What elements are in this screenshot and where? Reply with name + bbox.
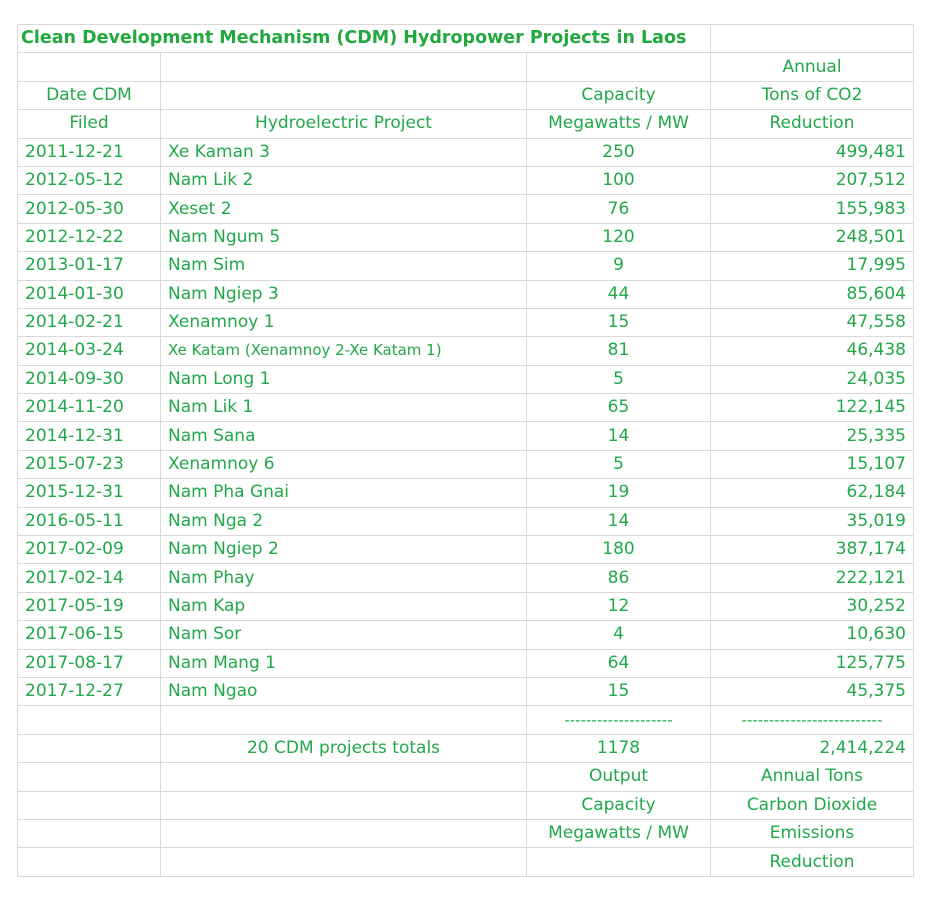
co2-total: 2,414,224 [711, 734, 914, 762]
table-row [18, 223, 914, 251]
co2-cell: 45,375 [711, 677, 914, 705]
separator-row [18, 706, 914, 734]
date-cell: 2014-01-30 [18, 280, 161, 308]
spreadsheet-body [18, 25, 914, 877]
date-cell: 2017-08-17 [18, 649, 161, 677]
capacity-header-line2: Megawatts / MW [527, 110, 711, 138]
date-cell: 2014-11-20 [18, 394, 161, 422]
capacity-cell: 76 [527, 195, 711, 223]
empty-cell [18, 763, 161, 791]
empty-cell [18, 53, 161, 81]
project-cell: Nam Ngao [161, 677, 527, 705]
capacity-cell: 180 [527, 536, 711, 564]
co2-cell: 85,604 [711, 280, 914, 308]
header-row-2 [18, 81, 914, 109]
table-row [18, 195, 914, 223]
co2-cell: 17,995 [711, 252, 914, 280]
table-row [18, 166, 914, 194]
date-header-line1: Date CDM [18, 81, 161, 109]
totals-row [18, 734, 914, 762]
date-cell: 2012-12-22 [18, 223, 161, 251]
table-row [18, 280, 914, 308]
co2-cell: 499,481 [711, 138, 914, 166]
co2-footer-label: Reduction [711, 848, 914, 876]
project-cell: Nam Sana [161, 422, 527, 450]
capacity-cell: 19 [527, 479, 711, 507]
table-row [18, 308, 914, 336]
co2-cell: 62,184 [711, 479, 914, 507]
empty-cell [161, 819, 527, 847]
date-cell: 2014-09-30 [18, 365, 161, 393]
header-row-1 [18, 53, 914, 81]
empty-cell [161, 848, 527, 876]
co2-cell: 15,107 [711, 450, 914, 478]
capacity-footer-label: Capacity [527, 791, 711, 819]
title-row [18, 25, 914, 53]
co2-cell: 387,174 [711, 536, 914, 564]
table-row [18, 536, 914, 564]
table-row [18, 507, 914, 535]
table-row [18, 677, 914, 705]
totals-label: 20 CDM projects totals [161, 734, 527, 762]
capacity-total: 1178 [527, 734, 711, 762]
co2-footer-label: Emissions [711, 819, 914, 847]
date-cell: 2017-02-14 [18, 564, 161, 592]
co2-cell: 155,983 [711, 195, 914, 223]
project-cell: Xenamnoy 6 [161, 450, 527, 478]
header-row-3 [18, 110, 914, 138]
project-cell: Xe Kaman 3 [161, 138, 527, 166]
capacity-cell: 15 [527, 677, 711, 705]
project-cell: Nam Phay [161, 564, 527, 592]
empty-cell [161, 81, 527, 109]
date-cell: 2014-02-21 [18, 308, 161, 336]
capacity-footer-label: Output [527, 763, 711, 791]
capacity-cell: 5 [527, 365, 711, 393]
table-row [18, 592, 914, 620]
capacity-cell: 100 [527, 166, 711, 194]
table-row [18, 337, 914, 365]
date-cell: 2016-05-11 [18, 507, 161, 535]
capacity-cell: 120 [527, 223, 711, 251]
date-cell: 2014-03-24 [18, 337, 161, 365]
capacity-cell: 15 [527, 308, 711, 336]
capacity-cell: 250 [527, 138, 711, 166]
co2-footer-label: Annual Tons [711, 763, 914, 791]
capacity-cell: 5 [527, 450, 711, 478]
capacity-header-line1: Capacity [527, 81, 711, 109]
co2-separator: -------------------------- [711, 706, 914, 734]
spreadsheet-table [17, 24, 914, 877]
capacity-footer-label: Megawatts / MW [527, 819, 711, 847]
empty-cell [18, 734, 161, 762]
project-cell: Nam Ngiep 3 [161, 280, 527, 308]
empty-cell [18, 819, 161, 847]
empty-cell [18, 706, 161, 734]
co2-cell: 24,035 [711, 365, 914, 393]
co2-cell: 248,501 [711, 223, 914, 251]
project-cell: Xeset 2 [161, 195, 527, 223]
capacity-cell: 64 [527, 649, 711, 677]
table-row [18, 564, 914, 592]
co2-cell: 125,775 [711, 649, 914, 677]
footer-row [18, 763, 914, 791]
project-cell: Xe Katam (Xenamnoy 2-Xe Katam 1) [161, 337, 527, 365]
capacity-cell: 14 [527, 422, 711, 450]
co2-header-line3: Reduction [711, 110, 914, 138]
table-row [18, 365, 914, 393]
co2-cell: 222,121 [711, 564, 914, 592]
date-cell: 2017-02-09 [18, 536, 161, 564]
co2-header-line2: Tons of CO2 [711, 81, 914, 109]
project-cell: Nam Long 1 [161, 365, 527, 393]
date-header-line2: Filed [18, 110, 161, 138]
footer-row [18, 819, 914, 847]
date-cell: 2012-05-12 [18, 166, 161, 194]
capacity-cell: 65 [527, 394, 711, 422]
project-cell: Nam Lik 2 [161, 166, 527, 194]
capacity-cell: 12 [527, 592, 711, 620]
project-cell: Nam Mang 1 [161, 649, 527, 677]
table-row [18, 394, 914, 422]
empty-cell [161, 706, 527, 734]
table-row [18, 138, 914, 166]
capacity-cell: 81 [527, 337, 711, 365]
project-cell: Nam Kap [161, 592, 527, 620]
date-cell: 2017-06-15 [18, 621, 161, 649]
project-cell: Nam Nga 2 [161, 507, 527, 535]
project-cell: Nam Lik 1 [161, 394, 527, 422]
project-header: Hydroelectric Project [161, 110, 527, 138]
date-cell: 2014-12-31 [18, 422, 161, 450]
footer-row [18, 848, 914, 876]
co2-cell: 207,512 [711, 166, 914, 194]
footer-row [18, 791, 914, 819]
table-row [18, 479, 914, 507]
project-cell: Nam Sim [161, 252, 527, 280]
table-row [18, 621, 914, 649]
co2-footer-label: Carbon Dioxide [711, 791, 914, 819]
co2-cell: 25,335 [711, 422, 914, 450]
co2-header-line1: Annual [711, 53, 914, 81]
capacity-cell: 86 [527, 564, 711, 592]
date-cell: 2015-12-31 [18, 479, 161, 507]
project-cell: Nam Ngiep 2 [161, 536, 527, 564]
project-cell: Nam Pha Gnai [161, 479, 527, 507]
co2-cell: 122,145 [711, 394, 914, 422]
table-row [18, 422, 914, 450]
date-cell: 2011-12-21 [18, 138, 161, 166]
empty-cell [18, 791, 161, 819]
capacity-cell: 14 [527, 507, 711, 535]
co2-cell: 10,630 [711, 621, 914, 649]
co2-cell: 46,438 [711, 337, 914, 365]
capacity-cell: 9 [527, 252, 711, 280]
capacity-separator: -------------------- [527, 706, 711, 734]
capacity-cell: 44 [527, 280, 711, 308]
date-cell: 2017-05-19 [18, 592, 161, 620]
co2-cell: 35,019 [711, 507, 914, 535]
empty-cell [711, 25, 914, 53]
empty-cell [527, 53, 711, 81]
co2-cell: 47,558 [711, 308, 914, 336]
table-row [18, 450, 914, 478]
project-cell: Xenamnoy 1 [161, 308, 527, 336]
date-cell: 2012-05-30 [18, 195, 161, 223]
empty-cell [161, 53, 527, 81]
co2-cell: 30,252 [711, 592, 914, 620]
date-cell: 2017-12-27 [18, 677, 161, 705]
empty-cell [161, 763, 527, 791]
date-cell: 2015-07-23 [18, 450, 161, 478]
capacity-cell: 4 [527, 621, 711, 649]
date-cell: 2013-01-17 [18, 252, 161, 280]
empty-cell [161, 791, 527, 819]
project-cell: Nam Sor [161, 621, 527, 649]
empty-cell [18, 848, 161, 876]
table-title: Clean Development Mechanism (CDM) Hydropower Projects in Laos [18, 25, 711, 53]
table-row [18, 649, 914, 677]
table-row [18, 252, 914, 280]
project-cell: Nam Ngum 5 [161, 223, 527, 251]
empty-cell [527, 848, 711, 876]
